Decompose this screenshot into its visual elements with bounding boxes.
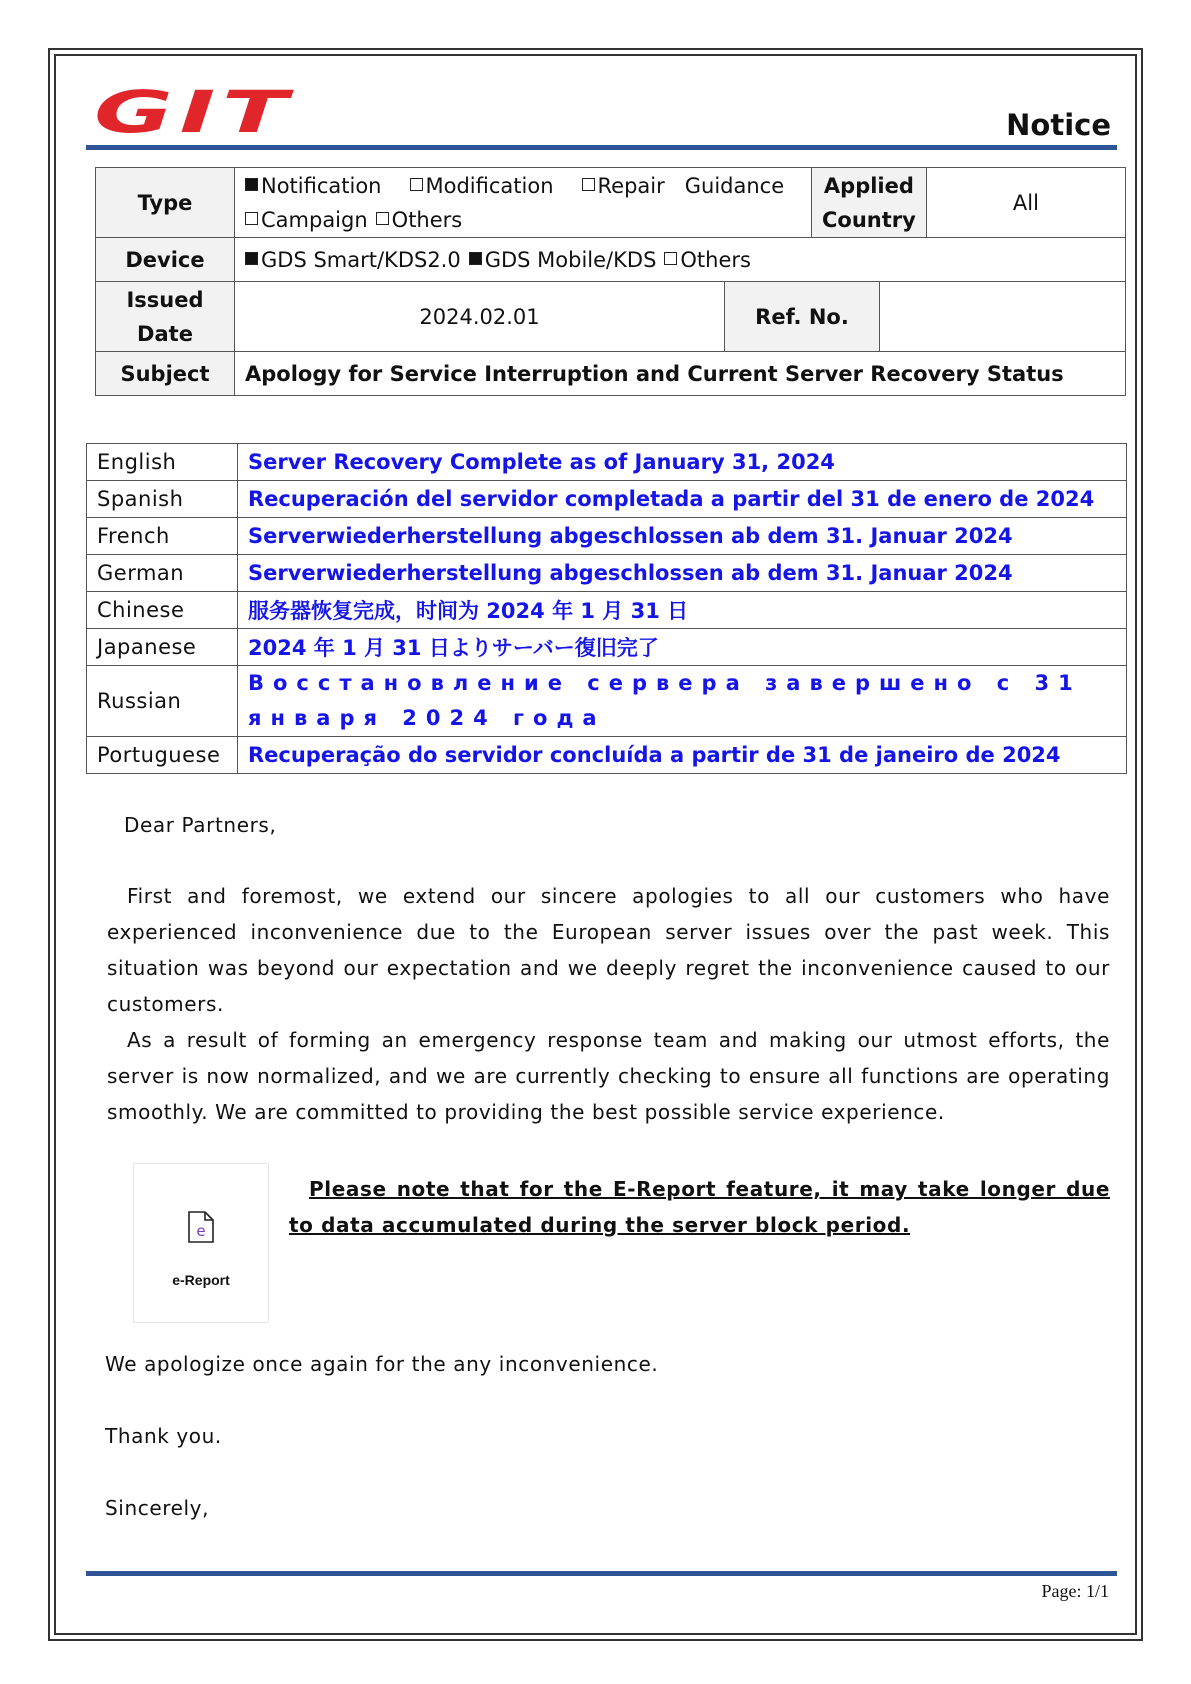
option-gds-mobile-kds [469,248,657,272]
info-table-lower [95,281,1126,396]
unchecked-box-icon [582,178,595,191]
option-label: Others [680,247,751,272]
translation-row [87,592,1127,629]
type-options-line1 [245,169,801,203]
device-label: Device [96,238,235,282]
header-rule [86,145,1117,150]
translation-row [87,444,1127,481]
option-modification [410,169,554,203]
option-label: GDS Smart/KDS2.0 [261,247,461,272]
device-options [235,238,1126,282]
option-others [664,248,751,272]
subject-value: Apology for Service Interruption and Current Server Recovery Status [235,352,1126,396]
translation-text: 服务器恢复完成，时间为 2024 年 1 月 31 日 [238,592,1127,629]
svg-text:e: e [196,1222,206,1240]
option-label: Campaign [261,207,368,232]
info-table [95,167,1126,282]
issued-date-label: Issued Date [96,282,235,352]
notice-title: Notice [1006,108,1111,142]
closing: Sincerely, [105,1496,210,1520]
language-name: Spanish [87,481,238,518]
checked-box-icon [245,252,258,265]
translation-row [87,629,1127,666]
translation-table [86,443,1127,774]
language-name: German [87,555,238,592]
svg-text:GIT: GIT [94,86,295,138]
ref-no-label: Ref. No. [725,282,880,352]
applied-country-label: Applied Country [812,168,927,238]
issued-date-value: 2024.02.01 [235,282,725,352]
unchecked-box-icon [410,178,423,191]
translation-text: Recuperación del servidor completada a partir del 31 de enero de 2024 [238,481,1127,518]
greeting: Dear Partners, [124,813,277,837]
translation-text: Serverwiederherstellung abgeschlossen ab dem 31. Januar 2024 [238,518,1127,555]
option-repair-guidance [582,169,785,203]
apology-line: We apologize once again for the any inconvenience. [105,1352,659,1376]
translation-text: Recuperação do servidor concluída a partir de 31 de janeiro de 2024 [238,737,1127,774]
option-others [376,203,463,237]
option-label: Repair Guidance [597,173,785,198]
translation-row [87,737,1127,774]
language-name: Portuguese [87,737,238,774]
option-notification [245,169,382,203]
translation-text: Server Recovery Complete as of January 31, 2024 [238,444,1127,481]
checked-box-icon [469,252,482,265]
unchecked-box-icon [245,212,258,225]
ereport-card [133,1163,269,1323]
option-label: GDS Mobile/KDS [484,247,657,272]
thank-you: Thank you. [105,1424,222,1448]
applied-country-value: All [926,168,1125,238]
type-label: Type [96,168,235,238]
translation-text: Восстановление сервера завершено с 31 января 2024 года [238,666,1127,737]
footer-rule [86,1571,1117,1576]
option-label: Notification [261,173,382,198]
language-name: English [87,444,238,481]
document-icon [188,1211,214,1243]
git-logo [92,86,302,138]
option-gds-smart-kds2-0 [245,248,461,272]
unchecked-box-icon [376,212,389,225]
checked-box-icon [245,178,258,191]
language-name: French [87,518,238,555]
language-name: Chinese [87,592,238,629]
translation-row [87,481,1127,518]
option-label: Modification [425,173,554,198]
ref-no-value [880,282,1126,352]
language-name: Japanese [87,629,238,666]
language-name: Russian [87,666,238,737]
translation-row [87,666,1127,737]
translation-text: 2024 年 1 月 31 日よりサーバー復旧完了 [238,629,1127,666]
unchecked-box-icon [664,252,677,265]
translation-row [87,518,1127,555]
translation-row [87,555,1127,592]
subject-label: Subject [96,352,235,396]
page-number: Page: 1/1 [1041,1581,1109,1601]
type-options-line2 [245,203,801,237]
option-label: Others [391,207,463,232]
paragraph-1: First and foremost, we extend our sincere apologies to all our customers who have experienced inconvenience due to the European server issues over the past week. This situation was beyond our expectation and we deeply regret the inconvenience caused to our customers. [107,884,1110,1016]
paragraph-2: As a result of forming an emergency response team and making our utmost efforts, the server is now normalized, and we are currently checking to ensure all functions are operating smoothly. We are committed to providing the best possible service experience. [107,1028,1110,1124]
ereport-caption: e-Report [172,1272,230,1288]
translation-text: Serverwiederherstellung abgeschlossen ab dem 31. Januar 2024 [238,555,1127,592]
option-campaign [245,203,368,237]
type-options [235,168,812,238]
ereport-note: Please note that for the E-Report feature, it may take longer due to data accumulated during the server block period. [289,1177,1110,1237]
